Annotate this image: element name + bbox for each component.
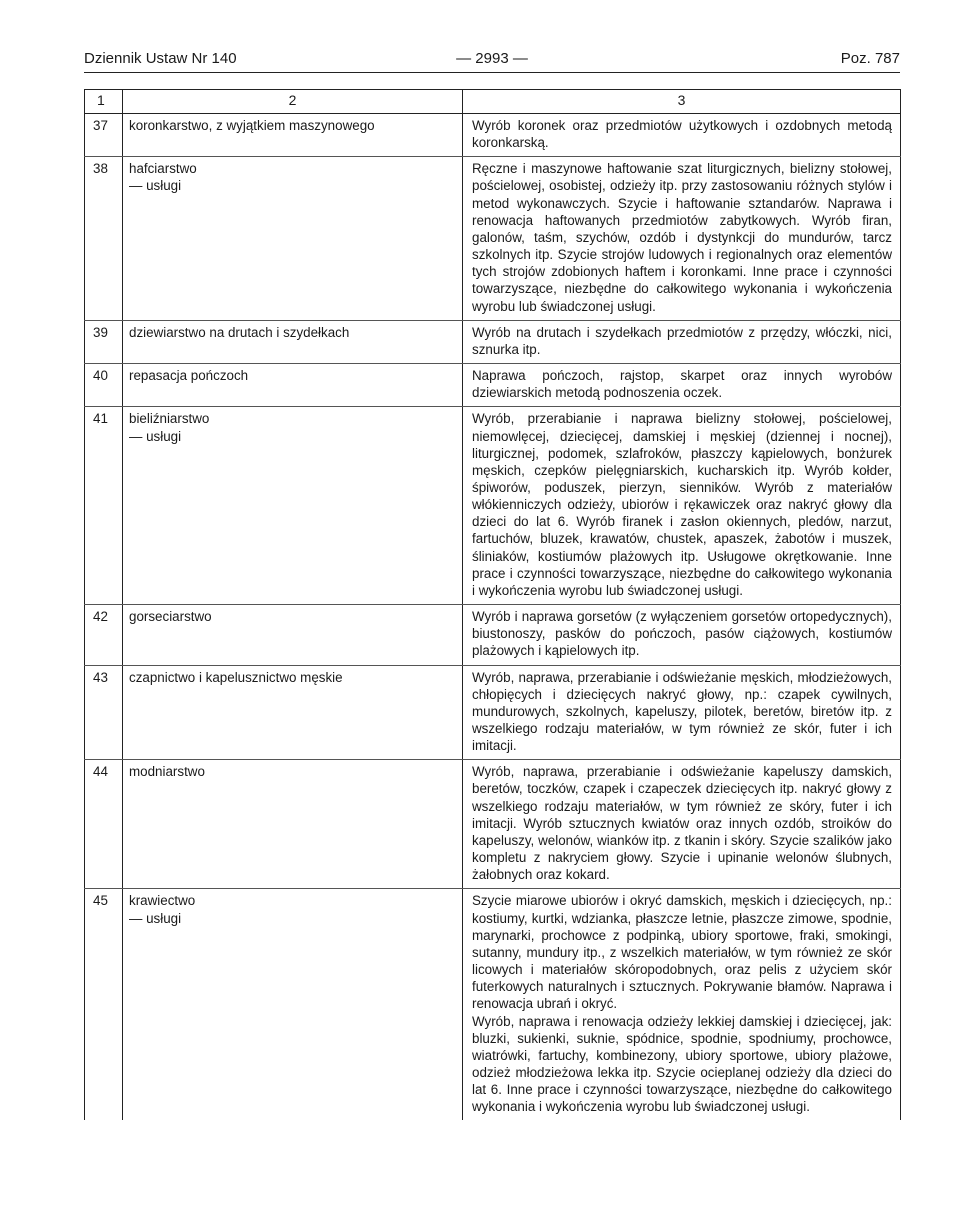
- column-header-trade: 2: [123, 90, 463, 114]
- description-cell: [463, 407, 901, 605]
- table-row: [85, 407, 901, 605]
- row-number: 41: [85, 407, 123, 605]
- trade-name: gorseciarstwo: [129, 609, 212, 625]
- description-cell: [463, 760, 901, 889]
- trade-cell: [123, 889, 463, 1121]
- row-number: 37: [85, 114, 123, 157]
- description-cell: [463, 889, 901, 1121]
- trade-name: czapnictwo i kapelusznictwo męskie: [129, 669, 343, 685]
- table-row: [85, 114, 901, 157]
- header-rule: [84, 72, 900, 73]
- trade-name: koronkarstwo, z wyjątkiem maszynowego: [129, 118, 375, 133]
- description-text: Wyrób, przerabianie i naprawa bielizny stołowej, pościelowej, niemowlęcej, dziecięcej, damskiej i męskiej (dziennej i nocnej), liturgicznej, podomek, szlafroków, płaszczy kąpielowych, bonżurek męskich, czepków pielęgniarskich, kucharskich itp. Wyrób kołder, śpiworów, poduszek, pierzyn, sienników. Wyrób z materiałów włókienniczych odzieży, ubiorów i rękawiczek oraz nakryć głowy dla dzieci do lat 6. Wyrób firanek i zasłon okiennych, pledów, narzut, fartuchów, bluzek, krawatów, chustek, apaszek, żabotów i muszek, śliniaków, kostiumów plażowych itp. Usługowe okrętkowanie. Inne prace i czynności towarzyszące, niezbędne do całkowitego wykonania i wykończenia wyrobu lub świadczonej usługi.: [472, 411, 892, 598]
- trade-name: modniarstwo: [129, 764, 205, 780]
- column-header-number: 1: [85, 90, 123, 114]
- description-cell: [463, 157, 901, 320]
- table-row: [85, 760, 901, 889]
- description-text: Wyrób koronek oraz przedmiotów użytkowych i ozdobnych metodą koronkarską.: [472, 118, 892, 151]
- page-header: [84, 50, 900, 72]
- column-header-scope: 3: [463, 90, 901, 114]
- table-row: [85, 157, 901, 320]
- description-text: Naprawa pończoch, rajstop, skarpet oraz innych wyrobów dziewiarskich metodą podnoszenia oczek.: [472, 368, 892, 401]
- trade-subtitle: — usługi: [129, 428, 182, 444]
- trade-cell: [123, 760, 463, 889]
- trade-subtitle: — usługi: [129, 910, 182, 926]
- trade-name: dziewiarstwo na drutach i szydełkach: [129, 324, 350, 340]
- regulation-table: [84, 89, 901, 1120]
- table-row: [85, 889, 901, 1121]
- trade-name: bieliźniarstwo: [129, 411, 210, 427]
- table-row: [85, 364, 901, 407]
- description-text: Ręczne i maszynowe haftowanie szat liturgicznych, bielizny stołowej, pościelowej, osobistej, odzieży itp. przy zastosowaniu różnych stylów i metod wykonawczych. Szycie i haftowanie sztandarów. Naprawa i renowacja haftowanych przedmiotów zabytkowych. Wyrób firan, galonów, taśm, szychów, ozdób i dystynkcji do mundurów, tarcz szkolnych itp. Szycie strojów ludowych i regionalnych oraz elementów tych strojów zdobionych haftem i koronkami. Inne prace i czynności towarzyszące, niezbędne do całkowitego wykonania i wykończenia wyrobu lub świadczonej usługi.: [472, 161, 892, 314]
- trade-cell: [123, 364, 463, 407]
- description-text: Wyrób, naprawa, przerabianie i odświeżanie męskich, młodzieżowych, chłopięcych i dziecięcych nakryć głowy, np.: czapek cywilnych, mundurowych, szkolnych, kapeluszy, pilotek, beretów, biretów itp. z wszelkiego rodzaju materiałów, w tym również ze skór, futer i ich imitacji.: [472, 669, 892, 754]
- row-number: 40: [85, 364, 123, 407]
- row-number: 44: [85, 760, 123, 889]
- trade-subtitle: — usługi: [129, 178, 182, 194]
- table-row: [85, 605, 901, 665]
- trade-cell: [123, 605, 463, 665]
- description-text: Wyrób, naprawa i renowacja odzieży lekkiej damskiej i dziecięcej, jak: bluzki, sukienki, suknie, spódnice, spodnie, spodniumy, prochowce, wiatrówki, fartuchy, kombinezony, ubiory sportowe, ubiory plażowe, odzież młodzieżowa lekka itp. Szycie ocieplanej odzieży dla dzieci do lat 6. Inne prace i czynności towarzyszące, niezbędne do całkowitego wykonania i wykończenia wyrobu lub świadczonej usługi.: [472, 1013, 892, 1115]
- trade-cell: [123, 665, 463, 760]
- trade-cell: [123, 407, 463, 605]
- description-text: Wyrób i naprawa gorsetów (z wyłączeniem gorsetów ortopedycznych), biustonoszy, pasków do pończoch, pasów ciążowych, kostiumów plażowych i kąpielowych itp.: [472, 609, 892, 659]
- trade-cell: [123, 320, 463, 363]
- description-text: Wyrób, naprawa, przerabianie i odświeżanie kapeluszy damskich, beretów, toczków, czapek i czapeczek dziecięcych itp. nakryć głowy z wszelkiego rodzaju materiałów, w tym również ze skóry, futer i ich imitacji. Wyrób sztucznych kwiatów oraz innych ozdób, stroików do kapeluszy, welonów, wianków itp. z tkanin i skóry. Szycie szalików jako kompletu z nakryciem głowy. Szycie i upinanie welonów ślubnych, żałobnych oraz kokard.: [472, 764, 892, 883]
- journal-title: Dziennik Ustaw Nr 140: [84, 50, 237, 67]
- description-cell: [463, 320, 901, 363]
- trade-name: repasacja pończoch: [129, 368, 249, 384]
- column-header-row: [85, 90, 901, 114]
- row-number: 45: [85, 889, 123, 1121]
- trade-cell: [123, 114, 463, 157]
- row-number: 39: [85, 320, 123, 363]
- description-cell: [463, 665, 901, 760]
- table-row: [85, 320, 901, 363]
- trade-cell: [123, 157, 463, 320]
- description-text: Szycie miarowe ubiorów i okryć damskich, męskich i dziecięcych, np.: kostiumy, kurtki, wdzianka, płaszcze letnie, płaszcze zimowe, spodnie, marynarki, prochowce z podpinką, ubiory sportowe, fraki, smokingi, sutanny, mundury itp., z wszelkich materiałów, w tym również ze skór licowych i materiałów skóropodobnych, oraz pelis z użyciem skór futerkowych naturalnych i sztucznych. Pokrywanie błamów. Naprawa i renowacja ubrań i okryć.: [472, 893, 892, 1012]
- trade-name: hafciarstwo: [129, 161, 197, 177]
- page-number: — 2993 —: [456, 50, 528, 67]
- description-cell: [463, 605, 901, 665]
- description-cell: [463, 364, 901, 407]
- position-number: Poz. 787: [840, 50, 900, 67]
- row-number: 42: [85, 605, 123, 665]
- description-cell: [463, 114, 901, 157]
- description-text: Wyrób na drutach i szydełkach przedmiotów z przędzy, włóczki, nici, sznurka itp.: [472, 324, 892, 357]
- trade-name: krawiectwo: [129, 893, 196, 909]
- table-row: [85, 665, 901, 760]
- row-number: 43: [85, 665, 123, 760]
- row-number: 38: [85, 157, 123, 320]
